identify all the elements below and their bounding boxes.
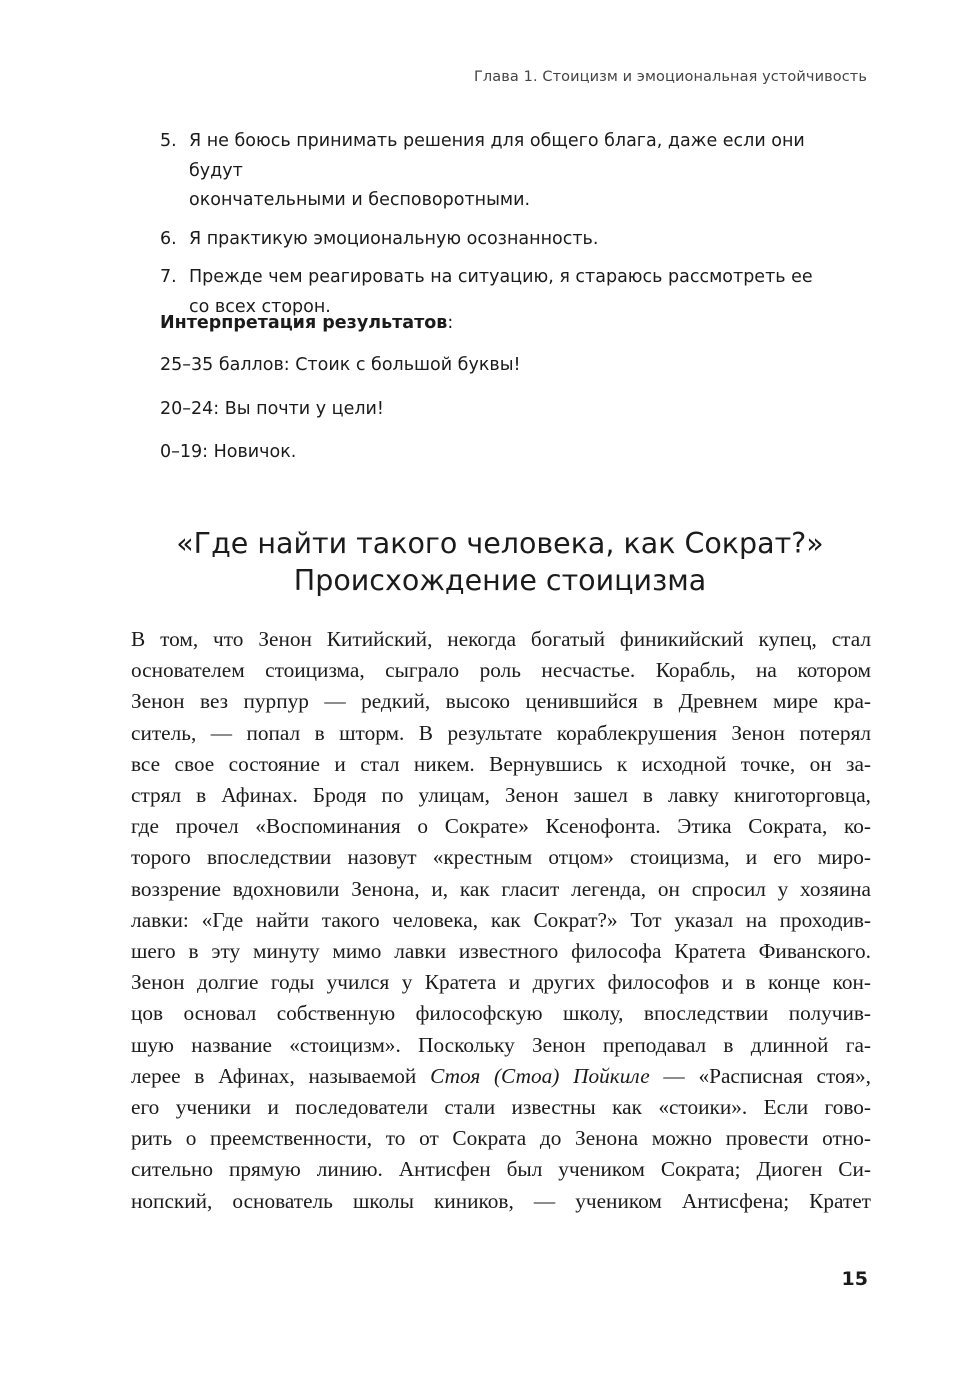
page-number: 15	[841, 1268, 868, 1290]
score-line: 20–24: Вы почти у цели!	[160, 399, 384, 419]
body-line: его ученики и последователи стали известны как «стоики». Если гово-	[131, 1095, 871, 1120]
body-line: шую название «стоицизм». Поскольку Зенон преподавал в длинной га-	[131, 1032, 871, 1057]
body-line: торого впоследствии назовут «крестным отцом» стоицизма, и его миро-	[131, 845, 871, 870]
body-line: нопский, основатель школы киников, — учеником Антисфена; Кратет	[131, 1188, 871, 1213]
body-line: шего в эту минуту мимо лавки известного философа Кратета Фиванского.	[131, 939, 871, 964]
body-line: В том, что Зенон Китийский, некогда богатый финикийский купец, стал	[131, 627, 871, 651]
list-item-text: со всех сторон.	[189, 296, 331, 317]
section-title-line-1: «Где найти такого человека, как Сократ?»	[176, 527, 824, 560]
body-line: все свое состояние и стал никем. Вернувшись к исходной точке, он за-	[131, 751, 871, 776]
body-line-text: лерее в Афинах, называемой	[131, 1063, 431, 1088]
list-item-text: Прежде чем реагировать на ситуацию, я стараюсь рассмотреть ее	[189, 267, 813, 287]
running-header: Глава 1. Стоицизм и эмоциональная устойчивость	[473, 69, 867, 85]
list-item-number: 5.	[160, 131, 177, 151]
body-line: где прочел «Воспоминания о Сократе» Ксенофонта. Этика Сократа, ко-	[131, 814, 871, 839]
body-line: ситель, — попал в шторм. В результате кораблекрушения Зенон потерял	[131, 720, 871, 745]
body-line: Зенон вез пурпур — редкий, высоко ценившийся в Древнем мире кра-	[131, 689, 871, 714]
list-item	[160, 225, 860, 255]
questionnaire-list	[160, 127, 860, 331]
list-item	[160, 127, 860, 216]
body-line: стрял в Афинах. Бродя по улицам, Зенон зашел в лавку книготорговца,	[131, 783, 871, 808]
interpretation-heading-bold: Интерпретация результатов	[160, 313, 448, 333]
list-item-number: 6.	[160, 228, 177, 249]
list-item-text: Я практикую эмоциональную осознанность.	[189, 228, 599, 249]
body-line: воззрение вдохновили Зенона, и, как гласит легенда, он спросил у хозяина	[131, 876, 871, 901]
interpretation-heading	[160, 309, 860, 338]
score-line: 0–19: Новичок.	[160, 442, 297, 462]
list-item-text: Я не боюсь принимать решения для общего блага, даже если они будут	[189, 131, 805, 181]
body-line: основателем стоицизма, сыграло роль несчастье. Корабль, на котором	[131, 658, 871, 683]
body-line: рить о преемственности, то от Сократа до Зенона можно провести отно-	[131, 1126, 871, 1151]
body-line: Зенон долгие годы учился у Кратета и других философов и в конце кон-	[131, 970, 871, 995]
body-line: сительно прямую линию. Антисфен был учеником Сократа; Диоген Си-	[131, 1157, 871, 1182]
body-line-text: — «Расписная стоя»,	[649, 1063, 871, 1088]
body-line: цов основал собственную философскую школу, впоследствии получив-	[131, 1001, 871, 1026]
body-line	[131, 1061, 871, 1092]
list-item-number: 7.	[160, 267, 177, 287]
italic-term: Стоя (Стоа) Пойкиле	[430, 1063, 650, 1088]
section-title	[100, 525, 900, 599]
interpretation-colon: :	[447, 313, 454, 333]
body-paragraph	[131, 624, 871, 1217]
body-line: лавки: «Где найти такого человека, как Сократ?» Тот указал на проходив-	[131, 907, 871, 932]
score-line: 25–35 баллов: Стоик с большой буквы!	[160, 355, 521, 375]
section-title-line-2: Происхождение стоицизма	[293, 564, 707, 597]
list-item-text: окончательными и бесповоротными.	[189, 190, 531, 210]
